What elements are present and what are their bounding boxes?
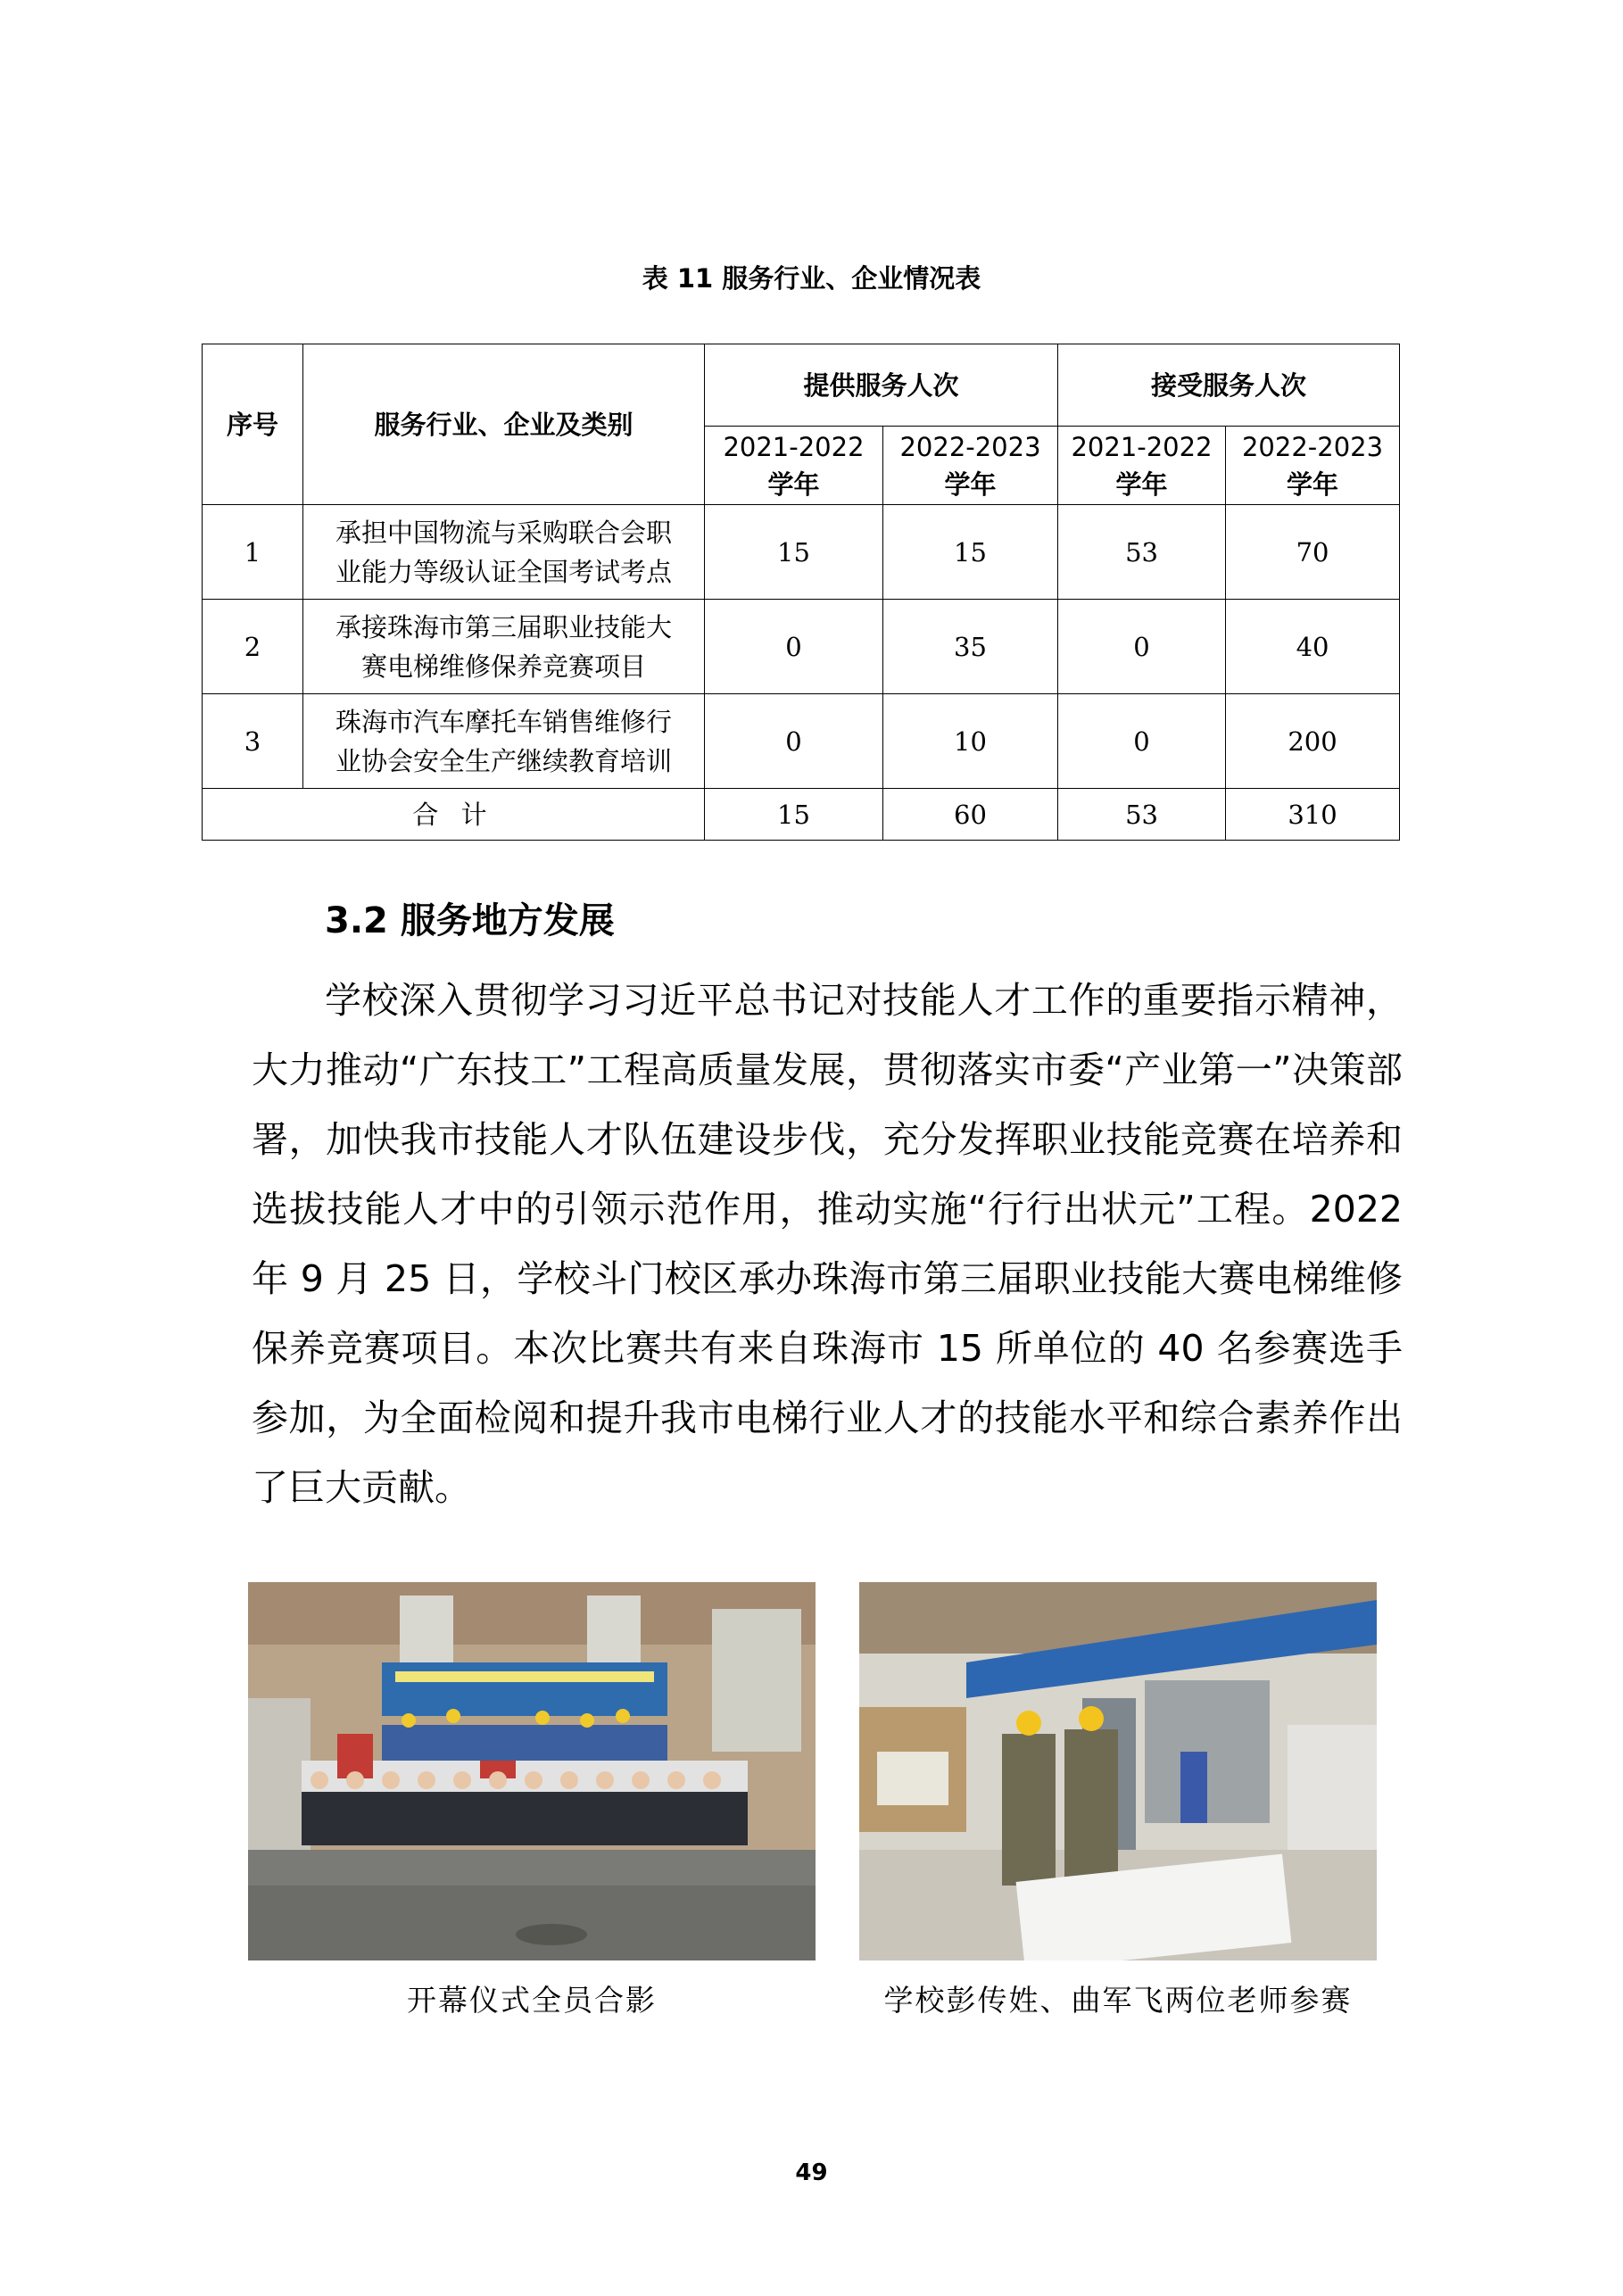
header-year-cell: 2021-2022 学年 xyxy=(705,427,883,505)
cell-value: 10 xyxy=(883,694,1058,789)
photo-caption: 开幕仪式全员合影 xyxy=(407,1983,657,2018)
cell-value: 0 xyxy=(705,694,883,789)
cell-value: 0 xyxy=(1058,600,1226,694)
cell-index: 3 xyxy=(203,694,303,789)
cell-value: 310 xyxy=(1226,789,1400,841)
table-row xyxy=(203,600,1400,694)
cell-org: 承担中国物流与采购联合会职 业能力等级认证全国考试考点 xyxy=(303,505,705,600)
body-paragraph: 学校深入贯彻学习习近平总书记对技能人才工作的重要指示精神，大力推动“广东技工”工程高质量发展，贯彻落实市委“产业第一”决策部署，加快我市技能人才队伍建设步伐，充分发挥职业技能竞赛在培养和选拔技能人才中的引领示范作用，推动实施“行行出状元”工程。2022 年 9 月 25 日，学校斗门校区承办珠海市第三届职业技能大赛电梯维修保养竞赛项目。本次比赛共有来自珠海市 15 所单位的 40 名参赛选手参加，为全面检阅和提升我市电梯行业人才的技能水平和综合素养作出了巨大贡献。 xyxy=(252,979,1403,1509)
cell-org: 承接珠海市第三届职业技能大 赛电梯维修保养竞赛项目 xyxy=(303,600,705,694)
header-provided: 提供服务人次 xyxy=(705,344,1058,427)
header-received: 接受服务人次 xyxy=(1058,344,1400,427)
cell-value: 0 xyxy=(705,600,883,694)
section-title: 3.2 服务地方发展 xyxy=(325,900,615,941)
cell-value: 15 xyxy=(883,505,1058,600)
cell-value: 53 xyxy=(1058,505,1226,600)
table-row xyxy=(203,694,1400,789)
header-year-cell: 2022-2023 学年 xyxy=(883,427,1058,505)
cell-value: 35 xyxy=(883,600,1058,694)
page-number: 49 xyxy=(795,2159,828,2186)
table-row xyxy=(203,505,1400,600)
cell-value: 15 xyxy=(705,789,883,841)
header-year-cell: 2021-2022 学年 xyxy=(1058,427,1226,505)
cell-org: 珠海市汽车摩托车销售维修行 业协会安全生产继续教育培训 xyxy=(303,694,705,789)
cell-value: 200 xyxy=(1226,694,1400,789)
cell-value: 40 xyxy=(1226,600,1400,694)
header-index: 序号 xyxy=(203,344,303,505)
cell-value: 53 xyxy=(1058,789,1226,841)
table-total-row xyxy=(203,789,1400,841)
total-label: 合 计 xyxy=(203,789,705,841)
group-photo xyxy=(248,1582,816,1960)
cell-value: 0 xyxy=(1058,694,1226,789)
cell-value: 70 xyxy=(1226,505,1400,600)
cell-value: 15 xyxy=(705,505,883,600)
competition-photo xyxy=(859,1582,1377,1960)
cell-index: 1 xyxy=(203,505,303,600)
table-caption: 表 11 服务行业、企业情况表 xyxy=(642,263,981,294)
header-org: 服务行业、企业及类别 xyxy=(303,344,705,505)
cell-value: 60 xyxy=(883,789,1058,841)
service-table xyxy=(202,344,1400,841)
cell-index: 2 xyxy=(203,600,303,694)
header-year-cell: 2022-2023 学年 xyxy=(1226,427,1400,505)
photo-caption: 学校彭传姓、曲军飞两位老师参赛 xyxy=(883,1983,1353,2018)
